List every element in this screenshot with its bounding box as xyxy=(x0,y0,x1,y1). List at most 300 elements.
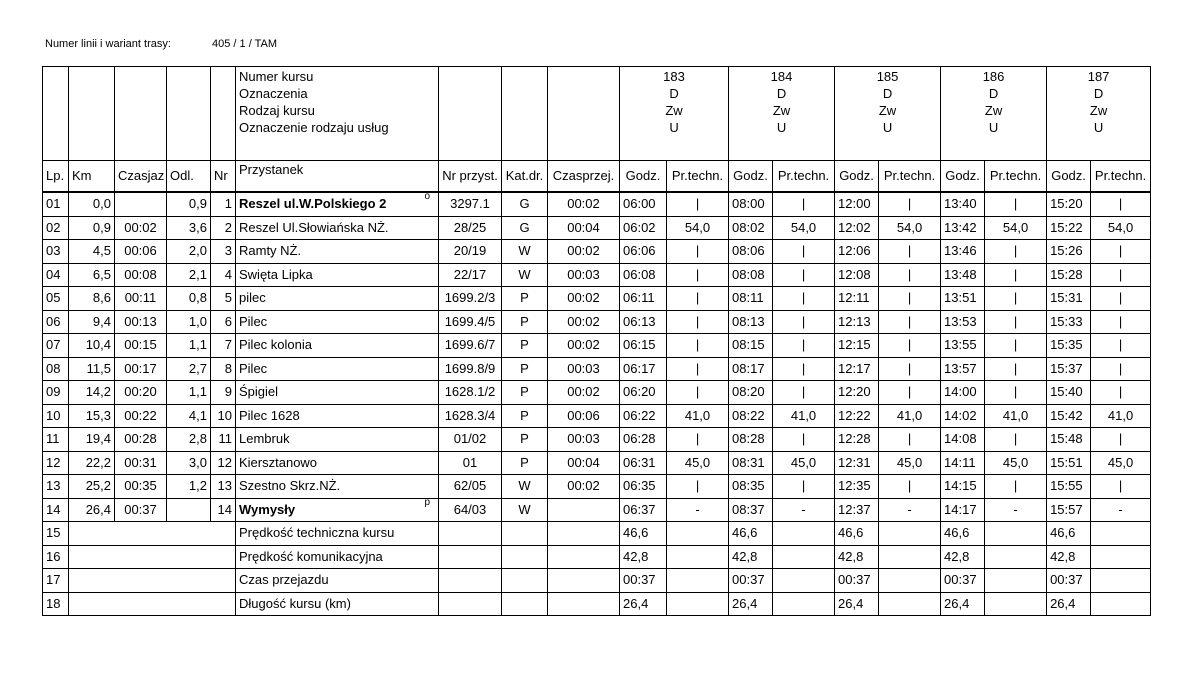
empty-cell xyxy=(985,545,1047,569)
row-stop-nr: 1699.6/7 xyxy=(439,334,502,358)
row-czasjaz: 00:06 xyxy=(115,240,167,264)
row-prtech: 45,0 xyxy=(773,451,835,475)
row-godz: 13:57 xyxy=(941,357,985,381)
row-prtech: | xyxy=(985,475,1047,499)
col-prtech-183: Pr.techn. xyxy=(667,161,729,193)
row-lp: 02 xyxy=(43,216,69,240)
row-stop-name xyxy=(236,381,439,405)
row-prtech: | xyxy=(773,357,835,381)
row-czasjaz: 00:37 xyxy=(115,498,167,522)
row-lp: 05 xyxy=(43,287,69,311)
row-odl: 2,7 xyxy=(167,357,211,381)
empty-cell xyxy=(1091,592,1151,616)
empty-cell xyxy=(879,545,941,569)
empty-cell xyxy=(69,569,236,593)
col-prtech-187: Pr.techn. xyxy=(1091,161,1151,193)
summary-value: 42,8 xyxy=(620,545,667,569)
row-cat: G xyxy=(502,192,548,216)
row-nr: 6 xyxy=(211,310,236,334)
row-lp: 18 xyxy=(43,592,69,616)
row-odl: 1,0 xyxy=(167,310,211,334)
row-odl: 3,6 xyxy=(167,216,211,240)
row-stop-name xyxy=(236,263,439,287)
empty-cell xyxy=(985,522,1047,546)
line-value: 405 / 1 / TAM xyxy=(212,38,278,50)
row-czasprzej: 00:02 xyxy=(548,310,620,334)
row-godz: 12:37 xyxy=(835,498,879,522)
row-lp: 10 xyxy=(43,404,69,428)
col-prtech-186: Pr.techn. xyxy=(985,161,1047,193)
summary-label: Długość kursu (km) xyxy=(236,592,439,616)
row-czasprzej: 00:03 xyxy=(548,357,620,381)
col-godz-186: Godz. xyxy=(941,161,985,193)
row-km: 0,0 xyxy=(69,192,115,216)
row-czasprzej: 00:03 xyxy=(548,428,620,452)
stop-name: Szestno Skrz.NŻ. xyxy=(239,478,341,494)
summary-value: 46,6 xyxy=(620,522,667,546)
empty-cell xyxy=(1091,545,1151,569)
row-godz: 12:15 xyxy=(835,334,879,358)
row-prtech: | xyxy=(667,192,729,216)
row-czasprzej xyxy=(548,498,620,522)
row-prtech: | xyxy=(773,287,835,311)
row-godz: 06:15 xyxy=(620,334,667,358)
col-prtech-185: Pr.techn. xyxy=(879,161,941,193)
row-godz: 08:17 xyxy=(729,357,773,381)
table-row xyxy=(43,404,1151,428)
row-godz: 15:57 xyxy=(1047,498,1091,522)
row-prtech: | xyxy=(667,357,729,381)
row-prtech: | xyxy=(773,310,835,334)
stop-name: Wymysły xyxy=(239,501,296,517)
row-godz: 15:28 xyxy=(1047,263,1091,287)
row-cat: P xyxy=(502,334,548,358)
header-labels xyxy=(236,67,439,161)
row-prtech: 54,0 xyxy=(1091,216,1151,240)
row-odl: 0,8 xyxy=(167,287,211,311)
row-prtech: | xyxy=(773,192,835,216)
row-stop-name xyxy=(236,240,439,264)
row-nr: 13 xyxy=(211,475,236,499)
row-czasprzej: 00:02 xyxy=(548,334,620,358)
row-prtech: | xyxy=(773,263,835,287)
line-info xyxy=(45,38,278,50)
stop-name: Swięta Lipka xyxy=(239,266,313,282)
row-cat: P xyxy=(502,287,548,311)
row-godz: 12:11 xyxy=(835,287,879,311)
col-godz-185: Godz. xyxy=(835,161,879,193)
row-stop-nr: 1628.3/4 xyxy=(439,404,502,428)
column-header-row xyxy=(43,161,1151,193)
row-godz: 13:40 xyxy=(941,192,985,216)
row-lp: 09 xyxy=(43,381,69,405)
row-stop-name xyxy=(236,475,439,499)
row-odl: 1,1 xyxy=(167,334,211,358)
row-czasjaz: 00:17 xyxy=(115,357,167,381)
row-stop-name xyxy=(236,310,439,334)
stop-name: pilec xyxy=(239,290,266,306)
row-prtech: | xyxy=(879,334,941,358)
stop-name: Reszel ul.W.Polskiego 2 xyxy=(239,196,387,212)
col-cat: Kat.dr. xyxy=(502,161,548,193)
row-stop-nr: 20/19 xyxy=(439,240,502,264)
row-prtech: | xyxy=(985,192,1047,216)
row-prtech: | xyxy=(879,310,941,334)
empty-cell xyxy=(439,592,502,616)
course-185: 185 D Zw U xyxy=(835,67,941,161)
row-prtech: 54,0 xyxy=(985,216,1047,240)
empty-cell xyxy=(879,569,941,593)
row-km: 4,5 xyxy=(69,240,115,264)
row-godz: 08:11 xyxy=(729,287,773,311)
row-lp: 16 xyxy=(43,545,69,569)
row-lp: 13 xyxy=(43,475,69,499)
row-cat: W xyxy=(502,240,548,264)
row-odl: 2,8 xyxy=(167,428,211,452)
row-stop-name xyxy=(236,357,439,381)
row-odl: 1,2 xyxy=(167,475,211,499)
row-odl: 3,0 xyxy=(167,451,211,475)
col-prtech-184: Pr.techn. xyxy=(773,161,835,193)
row-prtech: 41,0 xyxy=(773,404,835,428)
col-godz-187: Godz. xyxy=(1047,161,1091,193)
row-godz: 15:35 xyxy=(1047,334,1091,358)
summary-value: 26,4 xyxy=(941,592,985,616)
col-stop: Przystanek xyxy=(236,161,439,193)
row-prtech: | xyxy=(985,357,1047,381)
summary-value: 00:37 xyxy=(729,569,773,593)
stop-name: Ramty NŻ. xyxy=(239,243,302,259)
empty-cell xyxy=(773,569,835,593)
summary-value: 42,8 xyxy=(835,545,879,569)
row-godz: 13:53 xyxy=(941,310,985,334)
row-prtech: - xyxy=(879,498,941,522)
row-czasprzej: 00:04 xyxy=(548,216,620,240)
row-stop-name xyxy=(236,216,439,240)
row-stop-name xyxy=(236,451,439,475)
row-odl: 0,9 xyxy=(167,192,211,216)
row-godz: 15:26 xyxy=(1047,240,1091,264)
row-prtech: | xyxy=(667,287,729,311)
stop-name: Pilec kolonia xyxy=(239,337,312,353)
row-stop-nr: 1628.1/2 xyxy=(439,381,502,405)
row-lp: 07 xyxy=(43,334,69,358)
row-prtech: | xyxy=(1091,287,1151,311)
row-lp: 15 xyxy=(43,522,69,546)
row-czasprzej: 00:02 xyxy=(548,192,620,216)
row-prtech: 54,0 xyxy=(879,216,941,240)
row-czasjaz: 00:11 xyxy=(115,287,167,311)
row-stop-nr: 62/05 xyxy=(439,475,502,499)
row-godz: 08:20 xyxy=(729,381,773,405)
summary-label: Prędkość komunikacyjna xyxy=(236,545,439,569)
row-km: 22,2 xyxy=(69,451,115,475)
row-prtech: - xyxy=(985,498,1047,522)
row-godz: 15:42 xyxy=(1047,404,1091,428)
row-km: 10,4 xyxy=(69,334,115,358)
row-cat: P xyxy=(502,428,548,452)
row-prtech: | xyxy=(667,334,729,358)
row-godz: 12:00 xyxy=(835,192,879,216)
empty-cell xyxy=(879,592,941,616)
row-prtech: | xyxy=(879,240,941,264)
row-godz: 12:28 xyxy=(835,428,879,452)
line-label: Numer linii i wariant trasy: xyxy=(45,38,171,50)
empty-cell xyxy=(439,569,502,593)
row-godz: 15:33 xyxy=(1047,310,1091,334)
row-nr: 7 xyxy=(211,334,236,358)
empty-cell xyxy=(1091,569,1151,593)
row-stop-nr: 28/25 xyxy=(439,216,502,240)
summary-value: 46,6 xyxy=(729,522,773,546)
row-godz: 06:06 xyxy=(620,240,667,264)
course-184: 184 D Zw U xyxy=(729,67,835,161)
col-godz-184: Godz. xyxy=(729,161,773,193)
row-prtech: | xyxy=(985,310,1047,334)
row-nr: 3 xyxy=(211,240,236,264)
empty-cell xyxy=(985,569,1047,593)
row-prtech: | xyxy=(985,428,1047,452)
row-prtech: 41,0 xyxy=(1091,404,1151,428)
header-label-service-type: Oznaczenie rodzaju usług xyxy=(239,120,389,135)
table-row xyxy=(43,381,1151,405)
course-183: 183 D Zw U xyxy=(620,67,729,161)
row-godz: 08:31 xyxy=(729,451,773,475)
row-godz: 12:08 xyxy=(835,263,879,287)
empty-cell xyxy=(439,545,502,569)
empty-cell xyxy=(548,569,620,593)
empty-cell xyxy=(667,569,729,593)
row-prtech: 54,0 xyxy=(773,216,835,240)
row-lp: 03 xyxy=(43,240,69,264)
row-godz: 08:37 xyxy=(729,498,773,522)
row-prtech: 54,0 xyxy=(667,216,729,240)
row-stop-nr: 01/02 xyxy=(439,428,502,452)
row-godz: 08:08 xyxy=(729,263,773,287)
row-godz: 12:22 xyxy=(835,404,879,428)
summary-value: 26,4 xyxy=(620,592,667,616)
row-godz: 06:20 xyxy=(620,381,667,405)
row-godz: 14:17 xyxy=(941,498,985,522)
row-prtech: 45,0 xyxy=(985,451,1047,475)
row-stop-nr: 1699.4/5 xyxy=(439,310,502,334)
row-czasjaz: 00:22 xyxy=(115,404,167,428)
row-godz: 13:51 xyxy=(941,287,985,311)
row-km: 19,4 xyxy=(69,428,115,452)
row-prtech: 45,0 xyxy=(879,451,941,475)
empty-cell xyxy=(1091,522,1151,546)
row-nr: 1 xyxy=(211,192,236,216)
row-cat: P xyxy=(502,451,548,475)
row-prtech: - xyxy=(667,498,729,522)
stop-name: Pilec 1628 xyxy=(239,407,300,423)
row-nr: 9 xyxy=(211,381,236,405)
stop-name: Pilec xyxy=(239,360,268,376)
row-czasprzej: 00:04 xyxy=(548,451,620,475)
row-stop-name xyxy=(236,428,439,452)
stop-mark: o xyxy=(424,192,430,202)
row-stop-name xyxy=(236,498,439,522)
row-godz: 06:31 xyxy=(620,451,667,475)
stop-name: Kiersztanowo xyxy=(239,454,318,470)
row-godz: 06:13 xyxy=(620,310,667,334)
row-stop-nr: 64/03 xyxy=(439,498,502,522)
row-cat: W xyxy=(502,475,548,499)
row-odl: 1,1 xyxy=(167,381,211,405)
table-row xyxy=(43,475,1151,499)
row-lp: 17 xyxy=(43,569,69,593)
row-lp: 06 xyxy=(43,310,69,334)
empty-cell xyxy=(439,522,502,546)
row-prtech: | xyxy=(1091,310,1151,334)
row-godz: 14:00 xyxy=(941,381,985,405)
row-stop-name xyxy=(236,192,439,216)
empty-cell xyxy=(502,569,548,593)
row-nr: 8 xyxy=(211,357,236,381)
row-nr: 10 xyxy=(211,404,236,428)
row-godz: 08:28 xyxy=(729,428,773,452)
row-cat: P xyxy=(502,404,548,428)
row-stop-nr: 3297.1 xyxy=(439,192,502,216)
row-godz: 15:48 xyxy=(1047,428,1091,452)
summary-row xyxy=(43,522,1151,546)
col-odl: Odl. xyxy=(167,161,211,193)
row-godz: 06:35 xyxy=(620,475,667,499)
row-godz: 08:15 xyxy=(729,334,773,358)
stop-name: Reszel Ul.Słowiańska NŻ. xyxy=(239,219,389,235)
row-km: 0,9 xyxy=(69,216,115,240)
row-prtech: | xyxy=(879,475,941,499)
course-header-row xyxy=(43,67,1151,161)
summary-value: 46,6 xyxy=(941,522,985,546)
row-cat: P xyxy=(502,357,548,381)
row-prtech: | xyxy=(1091,475,1151,499)
row-czasjaz: 00:28 xyxy=(115,428,167,452)
row-km: 15,3 xyxy=(69,404,115,428)
col-nr: Nr xyxy=(211,161,236,193)
row-lp: 01 xyxy=(43,192,69,216)
empty-cell xyxy=(69,522,236,546)
row-cat: P xyxy=(502,381,548,405)
row-godz: 08:22 xyxy=(729,404,773,428)
row-lp: 12 xyxy=(43,451,69,475)
row-km: 9,4 xyxy=(69,310,115,334)
row-prtech: | xyxy=(879,263,941,287)
row-prtech: | xyxy=(667,263,729,287)
empty-cell xyxy=(548,545,620,569)
col-lp: Lp. xyxy=(43,161,69,193)
timetable xyxy=(42,66,1151,616)
row-prtech: - xyxy=(773,498,835,522)
row-prtech: | xyxy=(773,381,835,405)
row-godz: 12:02 xyxy=(835,216,879,240)
summary-value: 46,6 xyxy=(835,522,879,546)
row-czasjaz: 00:20 xyxy=(115,381,167,405)
row-godz: 06:17 xyxy=(620,357,667,381)
row-godz: 12:17 xyxy=(835,357,879,381)
course-186: 186 D Zw U xyxy=(941,67,1047,161)
summary-label: Prędkość techniczna kursu xyxy=(236,522,439,546)
empty-cell xyxy=(773,545,835,569)
row-prtech: | xyxy=(985,381,1047,405)
summary-value: 26,4 xyxy=(1047,592,1091,616)
summary-label: Czas przejazdu xyxy=(236,569,439,593)
row-prtech: | xyxy=(667,381,729,405)
row-czasjaz: 00:31 xyxy=(115,451,167,475)
row-godz: 06:08 xyxy=(620,263,667,287)
row-lp: 04 xyxy=(43,263,69,287)
row-godz: 14:15 xyxy=(941,475,985,499)
col-czasprzej: Czasprzej. xyxy=(548,161,620,193)
row-godz: 13:55 xyxy=(941,334,985,358)
empty-cell xyxy=(667,592,729,616)
row-godz: 15:55 xyxy=(1047,475,1091,499)
summary-value: 42,8 xyxy=(729,545,773,569)
row-prtech: - xyxy=(1091,498,1151,522)
row-stop-nr: 22/17 xyxy=(439,263,502,287)
row-prtech: | xyxy=(773,475,835,499)
row-godz: 14:08 xyxy=(941,428,985,452)
row-czasjaz: 00:13 xyxy=(115,310,167,334)
table-row xyxy=(43,240,1151,264)
row-czasjaz xyxy=(115,192,167,216)
table-row xyxy=(43,428,1151,452)
row-prtech: | xyxy=(1091,334,1151,358)
summary-value: 26,4 xyxy=(729,592,773,616)
row-prtech: | xyxy=(985,240,1047,264)
row-godz: 13:48 xyxy=(941,263,985,287)
row-odl: 2,0 xyxy=(167,240,211,264)
row-cat: W xyxy=(502,498,548,522)
row-godz: 15:40 xyxy=(1047,381,1091,405)
row-stop-nr: 1699.8/9 xyxy=(439,357,502,381)
row-nr: 4 xyxy=(211,263,236,287)
header-label-course-number: Numer kursu xyxy=(239,69,314,84)
row-godz: 12:31 xyxy=(835,451,879,475)
header-label-course-type: Rodzaj kursu xyxy=(239,103,315,118)
row-nr: 5 xyxy=(211,287,236,311)
stop-mark: p xyxy=(424,498,430,508)
row-prtech: | xyxy=(1091,263,1151,287)
row-prtech: | xyxy=(1091,240,1151,264)
course-187: 187 D Zw U xyxy=(1047,67,1151,161)
row-prtech: | xyxy=(879,428,941,452)
row-stop-nr: 1699.2/3 xyxy=(439,287,502,311)
empty-cell xyxy=(985,592,1047,616)
summary-value: 00:37 xyxy=(941,569,985,593)
row-prtech: | xyxy=(1091,381,1151,405)
table-row xyxy=(43,310,1151,334)
row-prtech: | xyxy=(879,357,941,381)
col-godz-183: Godz. xyxy=(620,161,667,193)
row-prtech: 41,0 xyxy=(667,404,729,428)
row-czasprzej: 00:03 xyxy=(548,263,620,287)
table-row xyxy=(43,451,1151,475)
row-cat: W xyxy=(502,263,548,287)
empty-cell xyxy=(667,522,729,546)
row-nr: 12 xyxy=(211,451,236,475)
table-row xyxy=(43,192,1151,216)
stop-name: Lembruk xyxy=(239,431,290,447)
empty-cell xyxy=(502,522,548,546)
row-prtech: | xyxy=(773,428,835,452)
row-prtech: | xyxy=(1091,428,1151,452)
row-czasjaz: 00:08 xyxy=(115,263,167,287)
row-godz: 06:02 xyxy=(620,216,667,240)
row-prtech: 41,0 xyxy=(879,404,941,428)
row-czasprzej: 00:02 xyxy=(548,287,620,311)
empty-cell xyxy=(773,522,835,546)
